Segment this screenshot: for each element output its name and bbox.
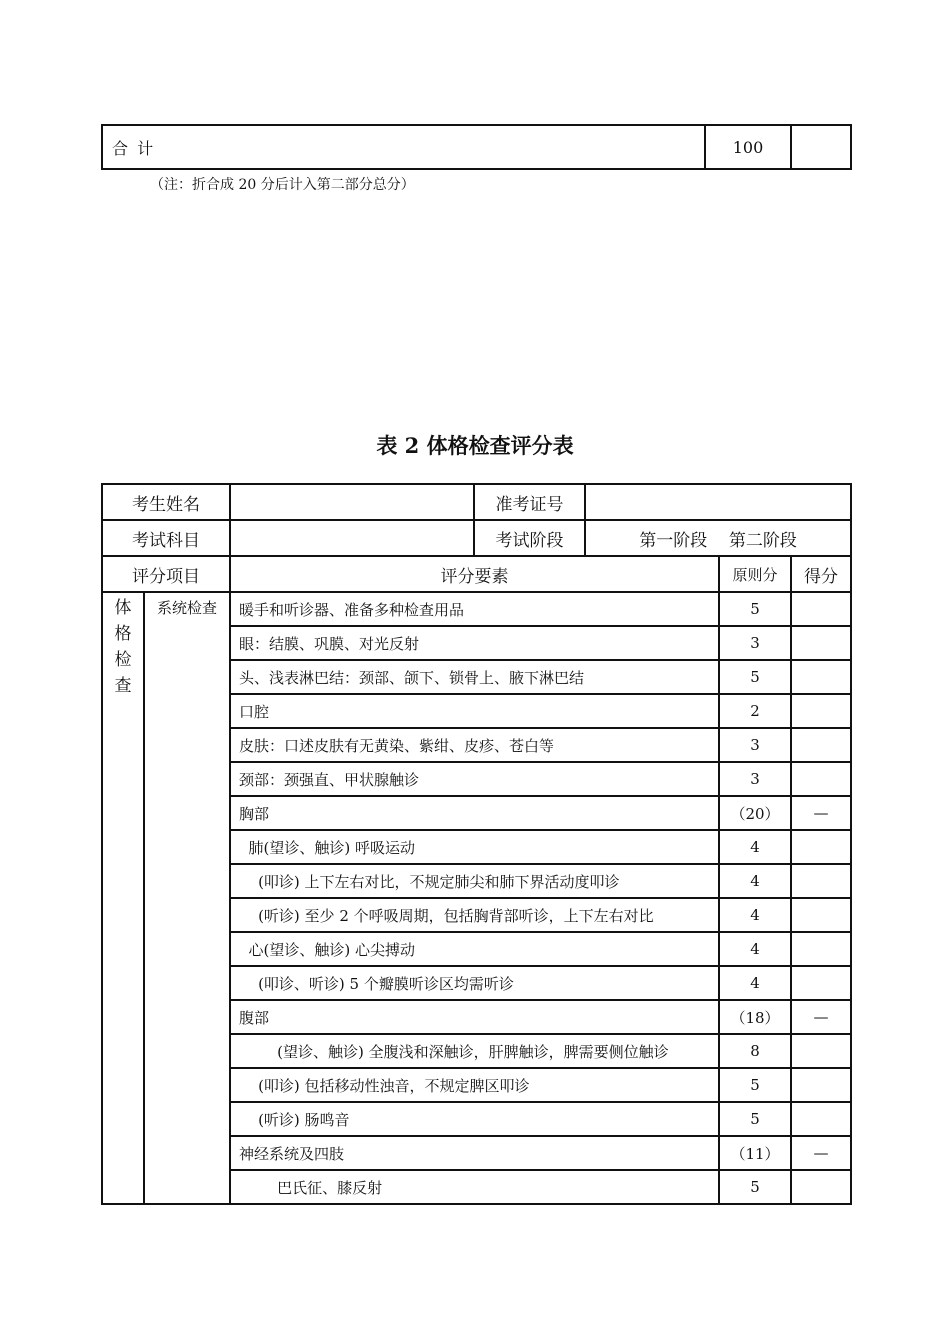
id-label: 准考证号 xyxy=(474,484,585,520)
stage-options[interactable]: 第一阶段 第二阶段 xyxy=(585,520,851,556)
score-cell[interactable] xyxy=(791,1170,851,1204)
points-cell: 8 xyxy=(719,1034,791,1068)
points-cell: 2 xyxy=(719,694,791,728)
column-header-row xyxy=(102,556,851,592)
score-cell[interactable] xyxy=(791,1034,851,1068)
score-cell[interactable] xyxy=(791,660,851,694)
table-row xyxy=(102,592,851,626)
criteria-text: (叩诊、听诊) 5 个瓣膜听诊区均需听诊 xyxy=(230,966,719,1000)
criteria-text: 口腔 xyxy=(230,694,719,728)
points-cell: （18） xyxy=(719,1000,791,1034)
stage-label: 考试阶段 xyxy=(474,520,585,556)
points-cell: 4 xyxy=(719,932,791,966)
points-cell: 3 xyxy=(719,762,791,796)
header-row-name xyxy=(102,484,851,520)
score-cell[interactable] xyxy=(791,898,851,932)
criteria-text: 巴氏征、膝反射 xyxy=(230,1170,719,1204)
points-cell: 5 xyxy=(719,1068,791,1102)
score-table xyxy=(101,483,852,1205)
points-cell: 5 xyxy=(719,1102,791,1136)
points-cell: （11） xyxy=(719,1136,791,1170)
category-char: 体 xyxy=(114,598,132,618)
criteria-text: 胸部 xyxy=(230,796,719,830)
score-cell[interactable] xyxy=(791,728,851,762)
score-cell[interactable] xyxy=(791,762,851,796)
total-points: 100 xyxy=(705,125,791,169)
note-text: （注：折合成 20 分后计入第二部分总分） xyxy=(150,177,415,193)
score-cell[interactable]: — xyxy=(791,1000,851,1034)
score-cell[interactable] xyxy=(791,626,851,660)
criteria-text: 神经系统及四肢 xyxy=(230,1136,719,1170)
subcategory-cell: 系统检查 xyxy=(144,592,230,1204)
criteria-text: 腹部 xyxy=(230,1000,719,1034)
criteria-text: (叩诊) 上下左右对比，不规定肺尖和肺下界活动度叩诊 xyxy=(230,864,719,898)
page-title: 表 2 体格检查评分表 xyxy=(376,433,574,458)
category-char: 格 xyxy=(114,624,132,644)
criteria-text: (望诊、触诊) 全腹浅和深触诊，肝脾触诊，脾需要侧位触诊 xyxy=(230,1034,719,1068)
category-cell xyxy=(102,592,144,1204)
criteria-text: 头、浅表淋巴结：颈部、颌下、锁骨上、腋下淋巴结 xyxy=(230,660,719,694)
score-cell[interactable] xyxy=(791,592,851,626)
col-item-header: 评分项目 xyxy=(102,556,230,592)
category-char: 查 xyxy=(114,676,132,696)
points-cell: 4 xyxy=(719,830,791,864)
criteria-text: 皮肤：口述皮肤有无黄染、紫绀、皮疹、苍白等 xyxy=(230,728,719,762)
points-cell: 5 xyxy=(719,592,791,626)
col-score-header: 得分 xyxy=(791,556,851,592)
total-label: 合 计 xyxy=(102,125,705,169)
criteria-text: 颈部：颈强直、甲状腺触诊 xyxy=(230,762,719,796)
criteria-text: (叩诊) 包括移动性浊音，不规定脾区叩诊 xyxy=(230,1068,719,1102)
subject-field[interactable] xyxy=(230,520,474,556)
score-cell[interactable] xyxy=(791,864,851,898)
points-cell: 5 xyxy=(719,1170,791,1204)
name-label: 考生姓名 xyxy=(102,484,230,520)
score-cell[interactable] xyxy=(791,694,851,728)
criteria-text: 肺(望诊、触诊) 呼吸运动 xyxy=(230,830,719,864)
subject-label: 考试科目 xyxy=(102,520,230,556)
score-rows xyxy=(102,592,851,1204)
points-cell: 3 xyxy=(719,728,791,762)
score-cell[interactable] xyxy=(791,1102,851,1136)
total-row xyxy=(102,125,851,169)
score-cell[interactable]: — xyxy=(791,796,851,830)
points-cell: 4 xyxy=(719,864,791,898)
id-field[interactable] xyxy=(585,484,851,520)
total-score-cell[interactable] xyxy=(791,125,851,169)
score-cell[interactable] xyxy=(791,1068,851,1102)
score-cell[interactable] xyxy=(791,830,851,864)
category-char: 检 xyxy=(114,650,132,670)
points-cell: 4 xyxy=(719,898,791,932)
points-cell: （20） xyxy=(719,796,791,830)
criteria-text: 眼：结膜、巩膜、对光反射 xyxy=(230,626,719,660)
col-criteria-header: 评分要素 xyxy=(230,556,719,592)
name-field[interactable] xyxy=(230,484,474,520)
points-cell: 4 xyxy=(719,966,791,1000)
criteria-text: 暖手和听诊器、准备多种检查用品 xyxy=(230,592,719,626)
score-cell[interactable]: — xyxy=(791,1136,851,1170)
criteria-text: (听诊) 肠鸣音 xyxy=(230,1102,719,1136)
points-cell: 5 xyxy=(719,660,791,694)
col-points-header: 原则分 xyxy=(719,556,791,592)
points-cell: 3 xyxy=(719,626,791,660)
score-cell[interactable] xyxy=(791,932,851,966)
criteria-text: (听诊) 至少 2 个呼吸周期，包括胸背部听诊，上下左右对比 xyxy=(230,898,719,932)
score-cell[interactable] xyxy=(791,966,851,1000)
total-table xyxy=(101,124,852,170)
criteria-text: 心(望诊、触诊) 心尖搏动 xyxy=(230,932,719,966)
header-row-subject xyxy=(102,520,851,556)
